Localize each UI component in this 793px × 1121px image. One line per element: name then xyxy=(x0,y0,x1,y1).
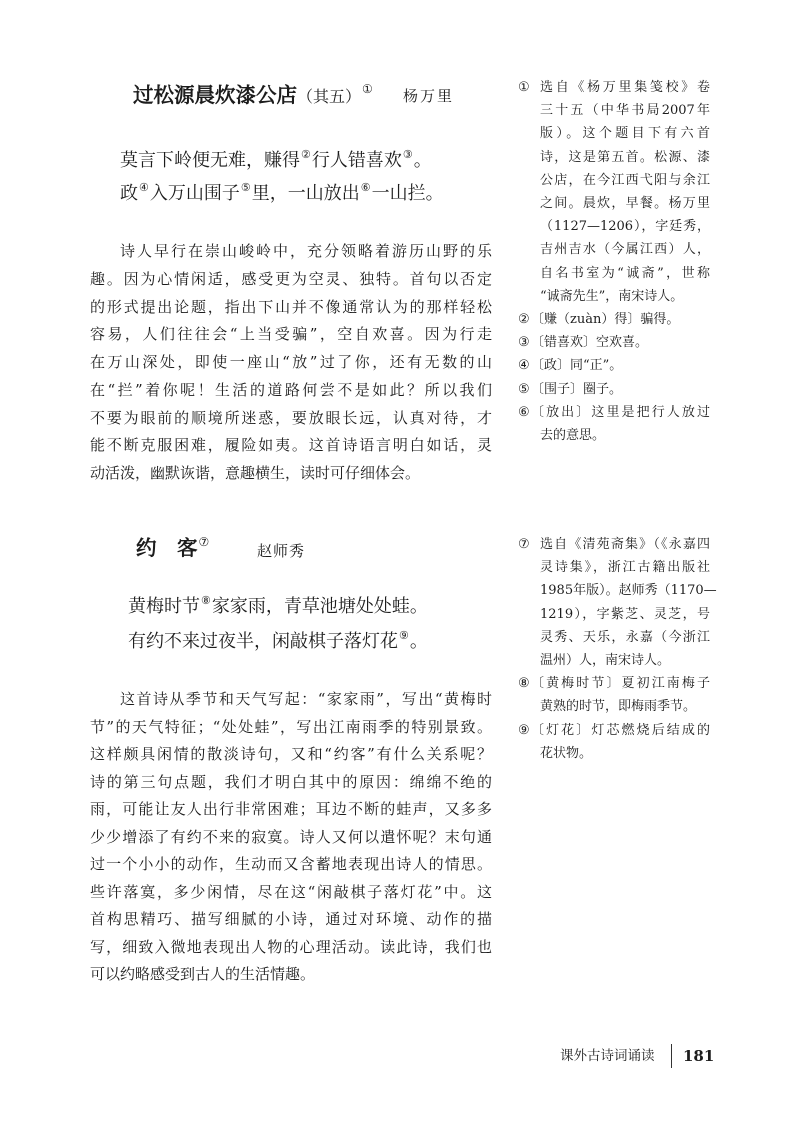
commentary-line: 这首诗从季节和天气写起：“家家雨”，写出“黄梅时 xyxy=(120,690,492,708)
footnote-line: 黄熟的时节，即梅雨季节。 xyxy=(540,699,697,715)
footnote-line: 诗，这是第五首。松源、漆 xyxy=(540,149,710,165)
commentary-line: 可以约略感受到古人的生活情趣。 xyxy=(90,965,316,983)
poem-title-suffix: （其五） xyxy=(297,87,362,106)
commentary-line: 些许落寞，多少闲情，尽在这“闲敲棋子落灯花”中。这 xyxy=(90,882,492,901)
footnote-item xyxy=(518,719,710,765)
footnotes xyxy=(518,533,717,765)
commentary-line: 不要为眼前的顺境所迷惑，要放眼长远，认真对待，才 xyxy=(90,408,492,427)
footnote-line: 吉州吉水（今属江西）人， xyxy=(540,242,710,258)
footnote-ref: ⑧ xyxy=(201,594,211,607)
footnote-marker: ① xyxy=(518,80,530,95)
footnote-line: 〔错喜欢〕空欢喜。 xyxy=(531,335,649,351)
footnote-line: 版）。这个题目下有六首 xyxy=(540,126,710,142)
commentary-line: 节”的天气特征；“处处蛙”，写出江南雨季的特别景致。 xyxy=(90,717,492,736)
footnote-marker: ⑥ xyxy=(518,404,530,420)
footnote-line: 1219），字紫芝、灵芝，号 xyxy=(540,606,710,622)
footnote-ref: ④ xyxy=(139,181,149,194)
commentary-line: 首构思精巧、描写细腻的小诗，通过对环境、动作的描 xyxy=(90,910,492,928)
commentary xyxy=(90,238,492,488)
footnote-line: 〔政〕同“正”。 xyxy=(531,358,623,374)
footnote-marker: ③ xyxy=(518,335,530,351)
commentary-line: 诗人早行在崇山峻岭中，充分领略着游历山野的乐 xyxy=(120,242,492,260)
footnote-ref: ③ xyxy=(402,148,413,161)
footnote-item xyxy=(518,533,717,672)
footnote-ref: ① xyxy=(362,82,373,96)
footnote-ref: ⑤ xyxy=(240,181,251,194)
commentary-line: 过一个小小的动作，生动而又含蓄地表现出诗人的情思。 xyxy=(90,855,492,873)
footnote-marker: ② xyxy=(518,312,530,328)
footnote-line: 选自《清苑斋集》（《永嘉四 xyxy=(540,537,710,552)
footnote-line: 去的意思。 xyxy=(540,428,606,444)
footnote-ref: ② xyxy=(301,148,311,161)
verse-line xyxy=(120,145,444,178)
verse-text: 行人错喜欢 xyxy=(311,150,402,171)
footnote-item xyxy=(518,76,710,308)
poem-title xyxy=(133,82,373,111)
commentary xyxy=(90,686,492,989)
footnote-line: 〔赚（zuàn）得〕骗得。 xyxy=(531,312,680,328)
footnote-marker: ⑨ xyxy=(518,722,530,738)
verse-text: 。 xyxy=(413,150,432,171)
footnote-line: 公店，在今江西弋阳与余江 xyxy=(540,172,710,188)
verse-text: 家家雨，青草池塘处处蛙。 xyxy=(211,596,428,617)
footnote-line: （1127—1206），字廷秀， xyxy=(540,219,710,235)
commentary-line: 能不断克服困难，履险如夷。这首诗语言明白如话，灵 xyxy=(90,436,492,455)
commentary-line: 趣。因为心情闲适，感受更为空灵、独特。首句以否定 xyxy=(90,269,492,288)
footnote-marker: ⑦ xyxy=(518,537,530,552)
footnote-line: 花状物。 xyxy=(540,745,593,761)
verse-line xyxy=(120,178,444,211)
footnote-item xyxy=(518,308,710,331)
verse-text: 黄梅时节 xyxy=(128,596,200,617)
footnote-item xyxy=(518,401,710,447)
commentary-line: 少少增添了有约不来的寂寞。诗人又何以遣怀呢？末句通 xyxy=(90,827,492,846)
verse-text: 。 xyxy=(409,631,428,652)
verse-text: 一山拦。 xyxy=(371,183,444,204)
commentary-line: 在“拦”着你呢！生活的道路何尝不是如此？所以我们 xyxy=(90,380,492,399)
verse-line xyxy=(128,625,428,660)
footnote-item xyxy=(518,378,710,401)
commentary-line: 在万山深处，即使一座山“放”过了你，还有无数的山 xyxy=(90,353,492,371)
footnote-item xyxy=(518,672,710,718)
page-number: 181 xyxy=(683,1047,715,1065)
footnote-line: 〔围子〕圈子。 xyxy=(531,381,623,397)
footnote-line: 选自《杨万里集笺校》卷 xyxy=(540,80,710,95)
commentary-line: 写，细致入微地表现出人物的心理活动。读此诗，我们也 xyxy=(90,937,492,956)
commentary-line: 雨，可能让友人出行非常困难；耳边不断的蛙声，又多多 xyxy=(90,800,492,818)
footnote-line: 〔放出〕这里是把行人放过 xyxy=(531,404,710,420)
verse-text: 里，一山放出 xyxy=(251,183,360,204)
verse-text: 入万山围子 xyxy=(149,183,240,204)
commentary-line: 容易，人们往往会“上当受骗”，空自欢喜。因为行走 xyxy=(90,325,492,344)
footnote-line: “诚斋先生”，南宋诗人。 xyxy=(540,288,684,304)
poem-author: 赵师秀 xyxy=(257,542,306,560)
verse-text: 有约不来过夜半，闲敲棋子落灯花 xyxy=(128,631,398,652)
footnote-line: 之间。晨炊，早餐。杨万里 xyxy=(540,196,710,212)
footnote-line: 灵秀、天乐，永嘉（今浙江 xyxy=(540,629,710,645)
verse-line xyxy=(128,590,428,625)
footnote-line: 三十五（中华书局2007年 xyxy=(540,103,710,119)
poem-title xyxy=(136,535,209,564)
footnote-marker: ⑤ xyxy=(518,381,530,397)
poem-title-text: 过松源晨炊漆公店 xyxy=(133,83,297,107)
footnote-ref: ⑥ xyxy=(360,181,371,194)
commentary-line: 这样颇具闲情的散淡诗句，又和“约客”有什么关系呢？ xyxy=(90,745,492,763)
footnote-line: 〔黄梅时节〕夏初江南梅子 xyxy=(531,676,710,692)
footnotes xyxy=(518,76,710,447)
footnote-marker: ④ xyxy=(518,358,530,374)
poem-verse xyxy=(120,145,444,211)
commentary-line: 诗的第三句点题，我们才明白其中的原因：绵绵不绝的 xyxy=(90,772,492,791)
footer-divider xyxy=(671,1044,672,1068)
section-title: 课外古诗词诵读 xyxy=(560,1048,655,1064)
footnote-line: 自名书室为“诚斋”，世称 xyxy=(540,265,710,281)
verse-text: 政 xyxy=(120,183,138,204)
footnote-line: 1985年版）。赵师秀（1170— xyxy=(540,583,717,599)
commentary-line: 的形式提出论题，指出下山并不像通常认为的那样轻松 xyxy=(90,297,492,316)
footnote-item xyxy=(518,354,710,377)
footnote-marker: ⑧ xyxy=(518,676,530,692)
footnote-line: 温州）人，南宋诗人。 xyxy=(540,653,671,669)
footnote-item xyxy=(518,331,710,354)
footnote-line: 〔灯花〕灯芯燃烧后结成的 xyxy=(531,722,710,738)
commentary-line: 动活泼，幽默诙谐，意趣横生，读时可仔细体会。 xyxy=(90,464,421,482)
verse-text: 莫言下岭便无难，赚得 xyxy=(120,150,300,171)
footnote-line: 灵诗集》，浙江古籍出版社 xyxy=(540,560,710,576)
footnote-ref: ⑦ xyxy=(198,535,210,549)
poem-title-text: 约 客 xyxy=(136,536,198,560)
poem-verse xyxy=(128,590,428,660)
footnote-ref: ⑨ xyxy=(399,629,409,642)
poem-author: 杨万里 xyxy=(403,87,455,105)
